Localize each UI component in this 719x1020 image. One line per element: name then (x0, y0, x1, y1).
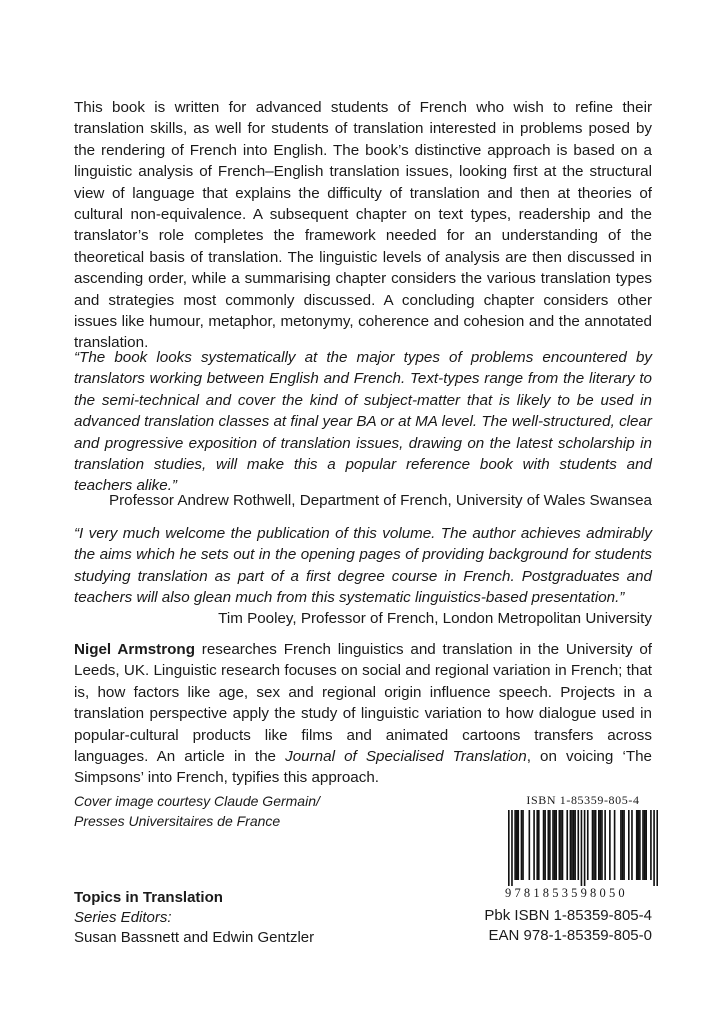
cover-image-credit (74, 792, 320, 831)
barcode-bar (645, 810, 647, 880)
barcode-bar (581, 810, 583, 886)
barcode-bar (609, 810, 611, 880)
barcode-bar (592, 810, 594, 880)
barcode-bar (543, 810, 545, 880)
barcode-bar (593, 810, 595, 880)
barcode-bar (511, 810, 513, 886)
barcode-bar (604, 810, 606, 880)
barcode-bar (644, 810, 646, 880)
barcode-bar (653, 810, 655, 886)
cover-credit-line-2: Presses Universitaires de France (74, 812, 281, 829)
review-quote-2: “I very much welcome the publication of this volume. The author achieves admirably the aims which he sets out in the opening pages of providing background for students studying translation as part of a first degree course in French. Postgraduates and teachers will also glean much from this systematic linguistics-based presentation.” (74, 525, 652, 607)
barcode-bar (547, 810, 549, 880)
barcode-bar (570, 810, 572, 880)
book-description: This book is written for advanced students of French who wish to refine their translation skills, as well for students of translation interested in problems posed by the rendering of French into English. The book’s distinctive approach is based on a linguistic analysis of French–English translation issues, looking first at the structural view of language that explains the difficulty of translation and then at theories of cultural non-equivalence. A subsequent chapter on text types, readership and the translator’s role completes the framework needed for an understanding of the theoretical basis of translation. The linguistic levels of analysis are then discussed in ascending order, while a summarising chapter considers the various translation types and strategies most commonly discussed. A concluding chapter considers other issues like humour, metaphor, metonymy, coherence and cohesion and the annotated translation. (74, 99, 652, 352)
series-title: Topics in Translation (74, 889, 223, 906)
ean-number: EAN 978-1-85359-805-0 (488, 927, 652, 944)
barcode-bar (516, 810, 518, 880)
barcode-bar (560, 810, 562, 880)
barcode-bar (577, 810, 579, 880)
bio-text-2: , on voicing ‘The Simpsons’ into French, typifies this approach. (74, 748, 653, 787)
identifiers (484, 906, 652, 946)
barcode-bar (623, 810, 625, 880)
barcode-bar (573, 810, 575, 880)
author-bio (74, 639, 652, 789)
series-info (74, 888, 314, 948)
barcode-digits: 9781853598050 (505, 886, 628, 900)
barcode-bar (571, 810, 573, 880)
barcode-bar (529, 810, 531, 880)
series-editors-label: Series Editors: (74, 909, 172, 926)
barcode-bar (517, 810, 519, 880)
pbk-isbn: Pbk ISBN 1-85359-805-4 (484, 907, 652, 924)
barcode-bar (536, 810, 538, 880)
barcode-bar (574, 810, 576, 880)
series-editors: Susan Bassnett and Edwin Gentzler (74, 929, 315, 946)
barcode-bar (598, 810, 600, 880)
barcode-bar (636, 810, 638, 880)
barcode (508, 810, 658, 886)
barcode-bar (559, 810, 561, 880)
barcode-bar (614, 810, 616, 880)
barcode-bar (642, 810, 644, 880)
barcode-bar (555, 810, 557, 880)
review-attribution-1: Professor Andrew Rothwell, Department of French, University of Wales Swansea (108, 492, 652, 509)
barcode-bar (622, 810, 624, 880)
barcode-bar (514, 810, 516, 880)
barcode-bar (584, 810, 586, 886)
barcode-bar (522, 810, 524, 880)
barcode-isbn-label: ISBN 1-85359-805-4 (526, 793, 640, 807)
barcode-bar (533, 810, 535, 880)
barcode-bar (549, 810, 551, 880)
barcode-bar (650, 810, 652, 880)
barcode-bar (620, 810, 622, 880)
barcode-bar (544, 810, 546, 880)
barcode-bar (552, 810, 554, 880)
barcode-bar (600, 810, 602, 880)
barcode-bar (566, 810, 568, 880)
barcode-bar (554, 810, 556, 880)
barcode-bar (538, 810, 540, 880)
barcode-bar (508, 810, 510, 886)
barcode-bar (637, 810, 639, 880)
author-name: Nigel Armstrong (74, 641, 195, 658)
barcode-bar (587, 810, 589, 880)
review-quote-1: “The book looks systematically at the major types of problems encountered by translators working between English and French. Text-types range from the literary to the semi-technical and cover the kind of subject-matter that is likely to be used in advanced translation classes at final year BA or at MA level. The well-structured, clear and progressive exposition of translation issues, drawing on the latest scholarship in translation studies, will make this a popular reference book with students and teachers alike.” (74, 349, 652, 495)
barcode-bar (562, 810, 564, 880)
barcode-bar (631, 810, 633, 880)
barcode-bar (601, 810, 603, 880)
barcode-bar (639, 810, 641, 880)
journal-title: Journal of Specialised Translation (285, 748, 527, 766)
barcode-bar (656, 810, 658, 886)
barcode-bar (595, 810, 597, 880)
barcode-bar (628, 810, 630, 880)
review-attribution-2: Tim Pooley, Professor of French, London Metropolitan University (218, 610, 652, 627)
cover-credit-line-1: Cover image courtesy Claude Germain/ (74, 793, 320, 809)
bio-text-1: researches French linguistics and translation in the University of Leeds, UK. Linguistic research focuses on social and regional variation in French; that is, how factors like age, sex and regional origin influence speech. Projects in a translation perspective apply the study of linguistic variation to how dialogue used in popular-cultural products like films and animated cartoons transfers across languages. An article in the (74, 641, 652, 766)
barcode-bar (521, 810, 523, 880)
